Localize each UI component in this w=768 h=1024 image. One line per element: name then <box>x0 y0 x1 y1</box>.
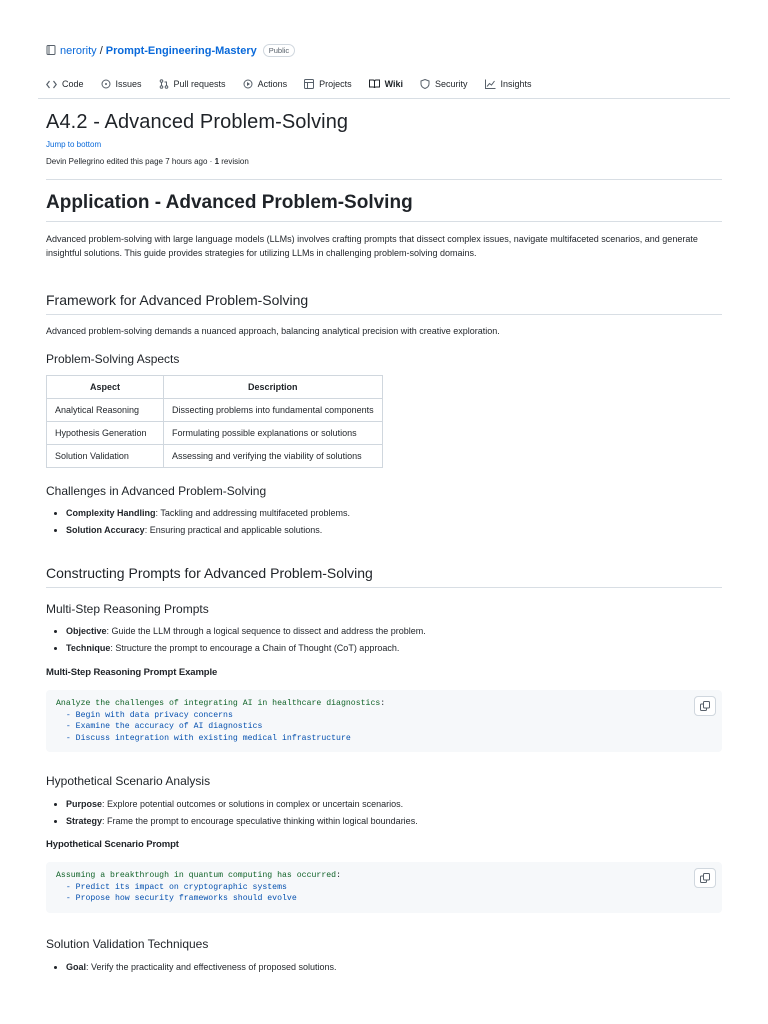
list-item-term: Solution Accuracy <box>66 525 145 535</box>
tab-issues-label: Issues <box>115 79 142 89</box>
repo-separator: / <box>99 44 103 57</box>
repo-tabs <box>46 74 549 94</box>
article-intro: Advanced problem-solving with large language models (LLMs) involves crafting prompts that dissect complex issues, navigate multifaceted scenarios, and generate insightful solutions. This guide provides strategies for utilizing LLMs in challenging problem-solving domains. <box>46 234 698 258</box>
repo-icon <box>46 45 56 56</box>
page-title: A4.2 - Advanced Problem-Solving <box>46 111 349 133</box>
list-item-term: Goal <box>66 961 87 972</box>
edit-text: edited this page 7 hours ago · <box>104 157 215 166</box>
pull-request-icon <box>159 79 169 89</box>
table-row <box>47 422 383 445</box>
code-colon: : <box>336 871 341 880</box>
visibility-badge: Public <box>263 44 295 57</box>
revision-count[interactable]: 1 <box>214 157 220 166</box>
table-row <box>47 399 383 422</box>
tab-insights[interactable] <box>485 79 532 89</box>
table-cell: Assessing and verifying the viability of solutions <box>164 445 383 468</box>
code-line: - Begin with data privacy concerns <box>56 710 233 720</box>
hypothetical-heading: Hypothetical Scenario Analysis <box>46 774 211 788</box>
table-cell: Formulating possible explanations or solutions <box>164 422 383 445</box>
tab-code-label: Code <box>62 79 84 89</box>
play-icon <box>243 79 253 89</box>
tab-issues[interactable] <box>101 79 142 89</box>
tab-pull-requests[interactable] <box>159 79 226 89</box>
table-header-cell: Aspect <box>47 376 164 399</box>
aspects-table <box>46 375 383 468</box>
code-line: - Examine the accuracy of AI diagnostics <box>56 722 263 731</box>
tab-insights-label: Insights <box>500 79 532 89</box>
shield-icon <box>420 79 430 89</box>
list-item-term: Objective <box>66 626 107 636</box>
framework-heading: Framework for Advanced Problem-Solving <box>46 292 722 315</box>
edit-author: Devin Pellegrino <box>46 157 105 166</box>
tab-wiki[interactable] <box>369 79 403 89</box>
list-item <box>66 522 722 539</box>
wiki-content <box>46 192 722 976</box>
validation-heading: Solution Validation Techniques <box>46 936 209 951</box>
repo-header <box>46 44 295 57</box>
list-item-text: : Ensuring practical and applicable solutions. <box>144 525 323 535</box>
hypothetical-example-heading: Hypothetical Scenario Prompt <box>46 839 179 850</box>
challenges-list <box>46 505 722 539</box>
table-cell: Analytical Reasoning <box>47 399 164 422</box>
multistep-list <box>46 623 722 657</box>
code-icon <box>46 80 57 89</box>
jump-to-bottom-link[interactable]: Jump to bottom <box>46 140 102 149</box>
list-item <box>66 623 722 640</box>
tab-projects-label: Projects <box>319 79 352 89</box>
tab-actions[interactable] <box>243 79 288 89</box>
table-icon <box>304 79 314 89</box>
tab-code[interactable] <box>46 79 84 89</box>
tab-security[interactable] <box>420 79 468 89</box>
table-cell: Solution Validation <box>47 445 164 468</box>
list-item-text: : Frame the prompt to encourage speculative thinking within logical boundaries. <box>102 816 418 826</box>
graph-icon <box>485 79 496 89</box>
issue-icon <box>101 79 111 89</box>
list-item <box>66 959 722 976</box>
list-item-term: Technique <box>66 643 111 653</box>
code-line: Analyze the challenges of integrating AI in healthcare diagnostics <box>56 699 381 708</box>
framework-text: Advanced problem-solving demands a nuanced approach, balancing analytical precision with creative exploration. <box>46 326 500 336</box>
list-item-term: Complexity Handling <box>66 508 156 518</box>
table-cell: Hypothesis Generation <box>47 422 164 445</box>
list-item-text: : Guide the LLM through a logical sequence to dissect and address the problem. <box>106 626 426 636</box>
list-item-text: : Structure the prompt to encourage a Chain of Thought (CoT) approach. <box>110 643 400 653</box>
constructing-heading: Constructing Prompts for Advanced Problem-Solving <box>46 565 722 588</box>
code-line: - Propose how security frameworks should evolve <box>56 894 297 903</box>
list-item <box>66 813 722 830</box>
revision-label: revision <box>219 157 249 166</box>
article-heading: Application - Advanced Problem-Solving <box>46 192 722 222</box>
multistep-code-block <box>46 690 722 752</box>
validation-list <box>46 959 722 976</box>
list-item-term: Purpose <box>66 799 103 809</box>
tab-actions-label: Actions <box>257 79 288 89</box>
table-header-cell: Description <box>164 376 383 399</box>
repo-owner-link[interactable]: nerority <box>60 44 97 57</box>
copy-code-button[interactable] <box>694 696 716 716</box>
table-cell: Dissecting problems into fundamental components <box>164 399 383 422</box>
list-item-text: : Tackling and addressing multifaceted problems. <box>155 508 350 518</box>
hypothetical-code-block <box>46 862 722 913</box>
tabs-divider <box>38 98 730 99</box>
copy-icon <box>700 701 710 711</box>
tab-pull-requests-label: Pull requests <box>173 79 226 89</box>
code-line: - Predict its impact on cryptographic systems <box>56 882 287 892</box>
aspects-heading: Problem-Solving Aspects <box>46 352 180 366</box>
list-item-text: : Verify the practicality and effectiveness of proposed solutions. <box>86 961 337 972</box>
list-item-term: Strategy <box>66 816 103 826</box>
multistep-example-heading: Multi-Step Reasoning Prompt Example <box>46 667 218 678</box>
copy-code-button[interactable] <box>694 868 716 888</box>
edit-meta <box>46 157 249 166</box>
table-row <box>47 445 383 468</box>
book-icon <box>369 79 380 89</box>
code-colon: : <box>380 699 386 708</box>
tab-security-label: Security <box>435 79 468 89</box>
list-item <box>66 505 722 522</box>
challenges-heading: Challenges in Advanced Problem-Solving <box>46 484 267 498</box>
tab-wiki-label: Wiki <box>384 79 404 89</box>
table-header-row <box>47 376 383 399</box>
list-item <box>66 640 722 657</box>
meta-divider <box>46 179 722 180</box>
code-line: - Discuss integration with existing medical infrastructure <box>56 733 351 743</box>
tab-projects[interactable] <box>304 79 352 89</box>
hypothetical-list <box>46 796 722 830</box>
list-item <box>66 796 722 813</box>
code-line: Assuming a breakthrough in quantum computing has occurred <box>56 871 337 880</box>
copy-icon <box>700 873 710 883</box>
repo-name-link[interactable]: Prompt-Engineering-Mastery <box>105 44 257 57</box>
list-item-text: : Explore potential outcomes or solutions in complex or uncertain scenarios. <box>102 799 404 809</box>
multistep-heading: Multi-Step Reasoning Prompts <box>46 602 209 616</box>
